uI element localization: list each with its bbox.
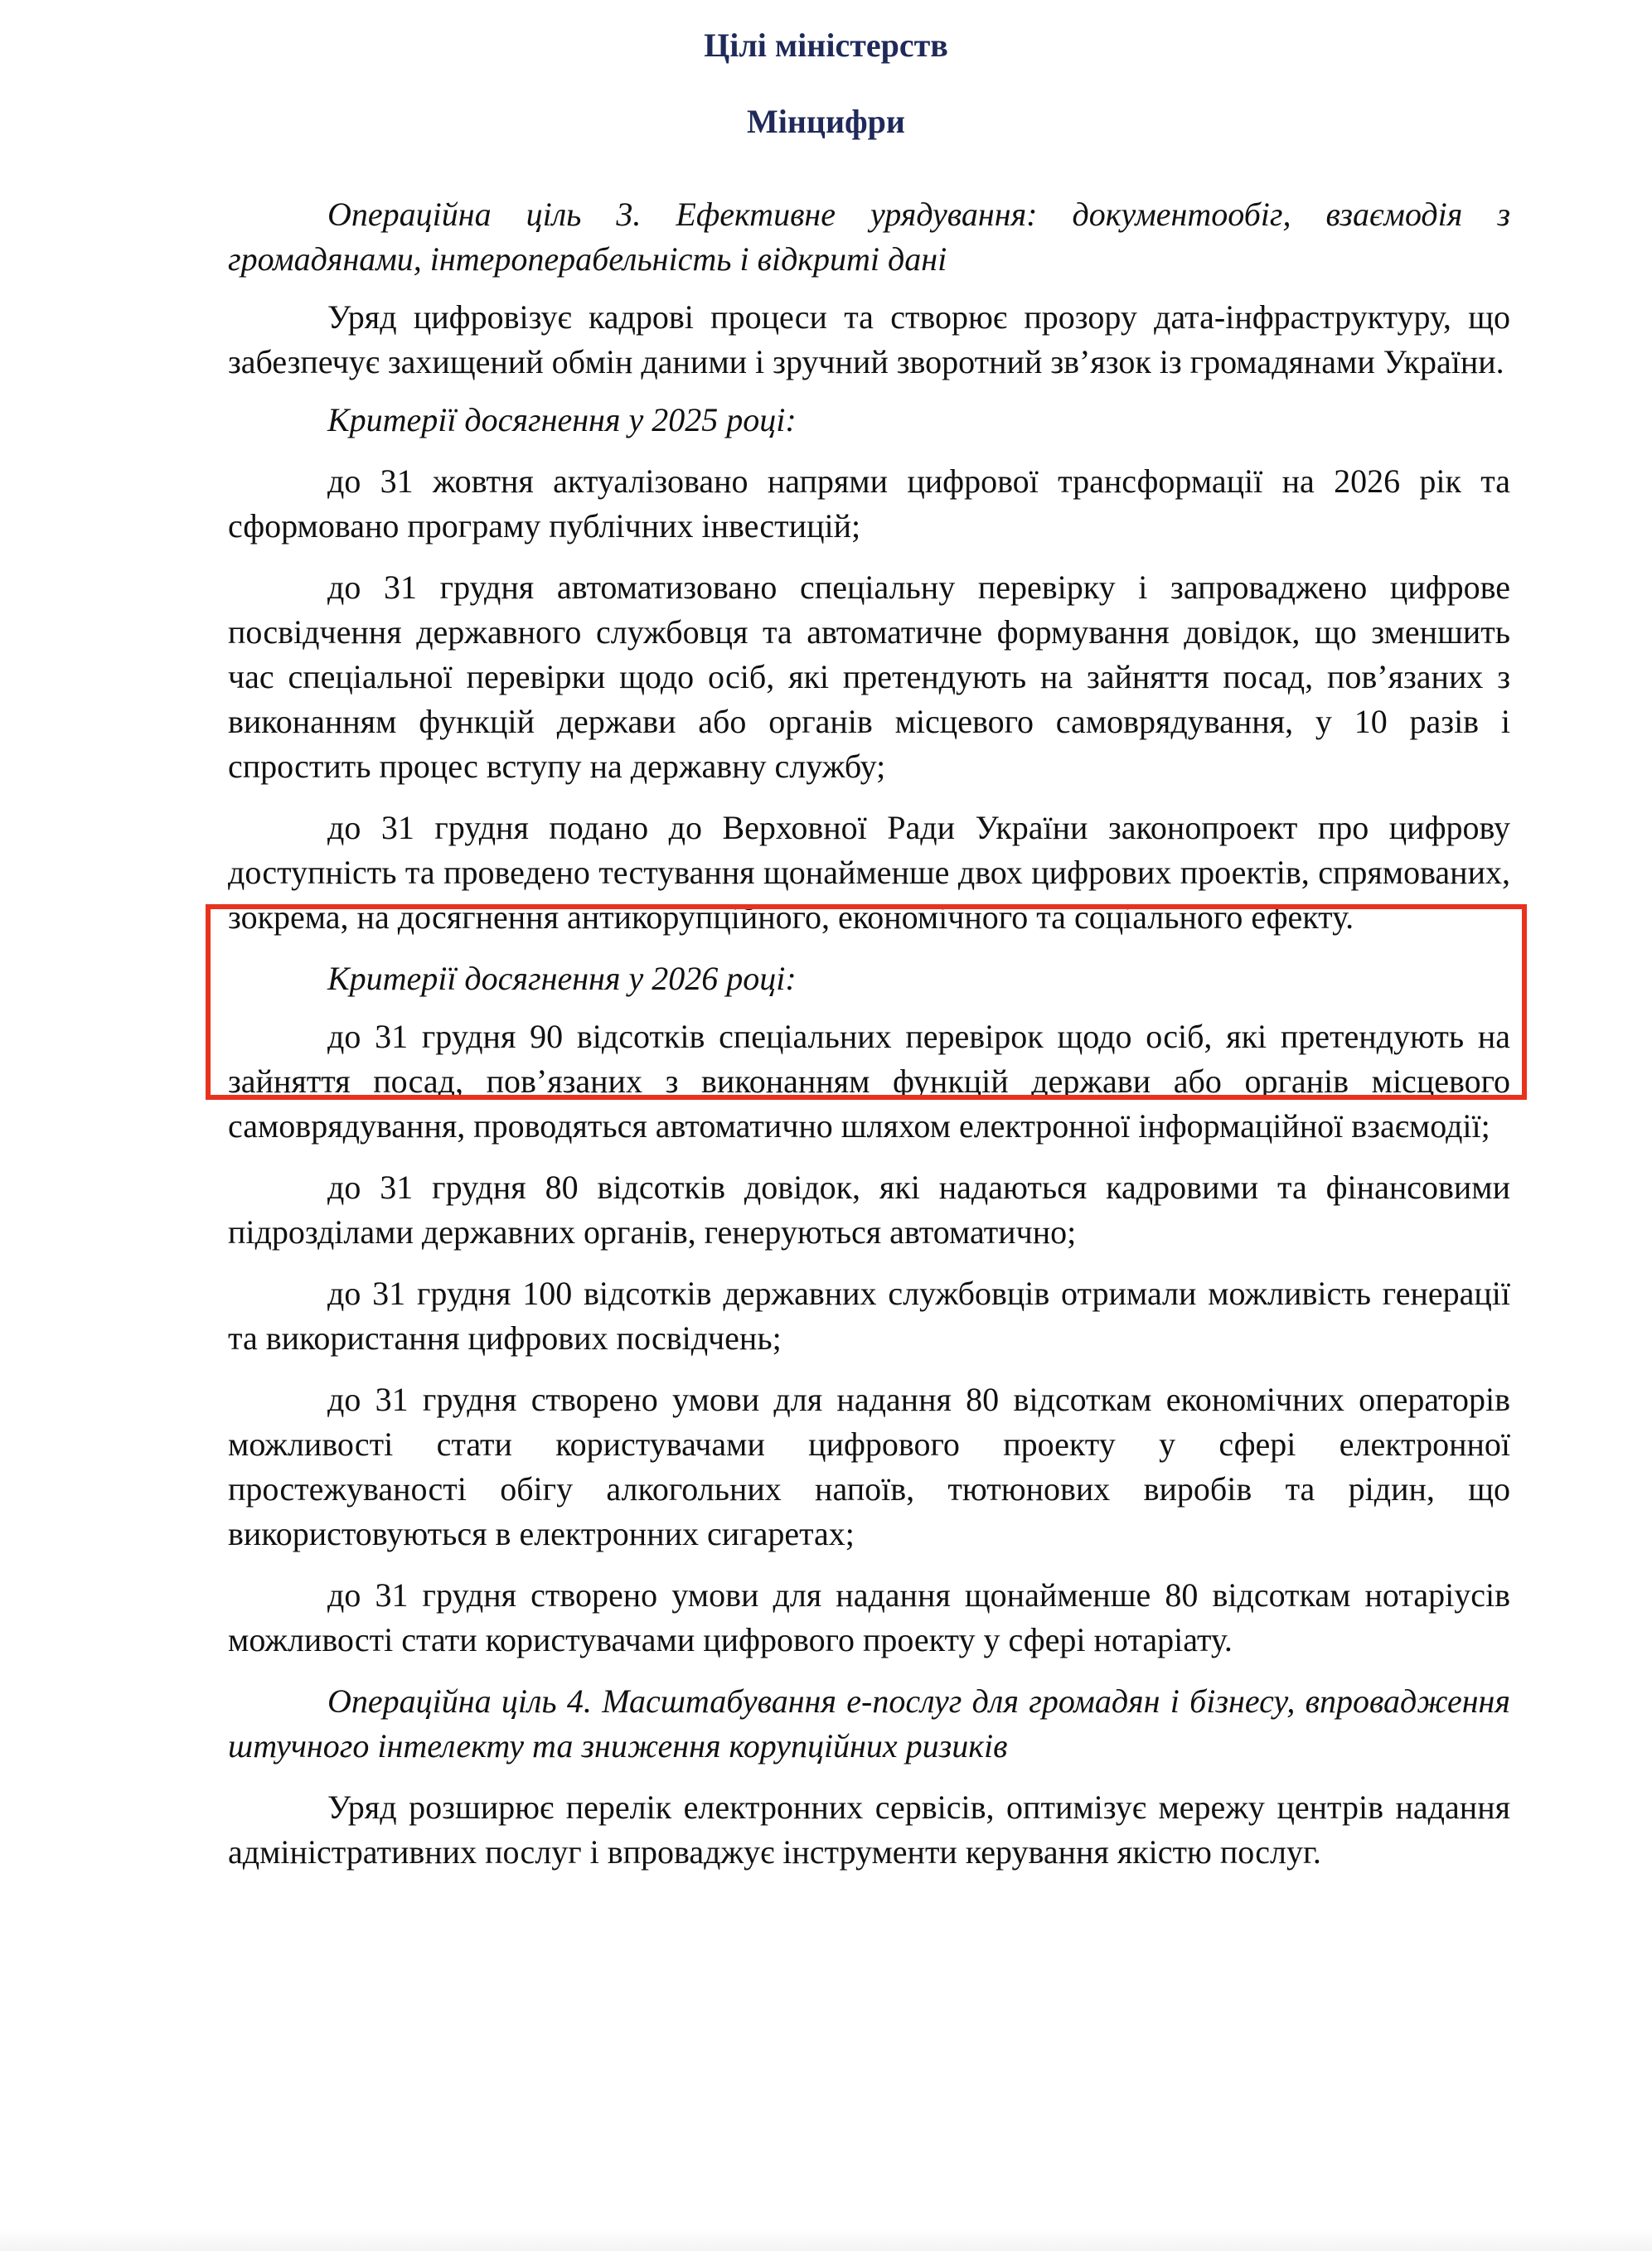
highlight-box bbox=[206, 904, 1527, 1100]
goal-3-heading: Операційна ціль 3. Ефективне урядування: документообіг, взаємодія з громадянами, інтероперабельність і відкриті дані bbox=[228, 196, 1510, 278]
page-title: Цілі міністерств bbox=[704, 27, 948, 64]
criterion-2026-item: до 31 грудня 90 відсотків спеціальних перевірок щодо осіб, які претендують на зайняття посад, пов’язаних з виконанням функцій держави або органів місцевого самоврядування, проводяться автоматично шляхом електронної інформаційної взаємодії; bbox=[228, 1018, 1510, 1145]
criterion-2026-item: до 31 грудня 80 відсотків довідок, які надаються кадровими та фінансовими підрозділами державних органів, генеруються автоматично; bbox=[228, 1169, 1510, 1251]
ministry-subtitle: Мінцифри bbox=[747, 103, 905, 140]
criteria-2026-heading: Критерії досягнення у 2026 році: bbox=[327, 960, 797, 997]
criterion-2025-highlighted-item: до 31 грудня подано до Верховної Ради України законопроект про цифрову доступність та проведено тестування щонайменше двох цифрових проектів, спрямованих, зокрема, на досягнення антикорупційного, економічного та соціального ефекту. bbox=[228, 809, 1510, 936]
criterion-2025-item: до 31 жовтня актуалізовано напрями цифрової трансформації на 2026 рік та сформовано програму публічних інвестицій; bbox=[228, 462, 1510, 545]
criteria-2025-heading: Критерії досягнення у 2025 році: bbox=[327, 401, 797, 438]
criterion-2026-item: до 31 грудня створено умови для надання 80 відсоткам економічних операторів можливості стати користувачами цифрового проекту у сфері електронної простежуваності обігу алкогольних напоїв, тютюнових виробів та рідин, що використовуються в електронних сигаретах; bbox=[228, 1381, 1510, 1552]
goal-4-intro: Уряд розширює перелік електронних сервісів, оптимізує мережу центрів надання адміністративних послуг і впроваджує інструменти керування якістю послуг. bbox=[228, 1789, 1510, 1871]
criterion-2026-item: до 31 грудня створено умови для надання щонайменше 80 відсоткам нотаріусів можливості стати користувачами цифрового проекту у сфері нотаріату. bbox=[228, 1576, 1510, 1658]
criterion-2025-item: до 31 грудня автоматизовано спеціальну перевірку і запроваджено цифрове посвідчення державного службовця та автоматичне формування довідок, що зменшить час спеціальної перевірки щодо осіб, які претендують на зайняття посад, пов’язаних з виконанням функцій держави або органів місцевого самоврядування, у 10 разів і спростить процес вступу на державну службу; bbox=[228, 569, 1510, 785]
criterion-2026-item: до 31 грудня 100 відсотків державних службовців отримали можливість генерації та використання цифрових посвідчень; bbox=[228, 1275, 1510, 1357]
goal-3-intro: Уряд цифровізує кадрові процеси та створює прозору дата-інфраструктуру, що забезпечує захищений обмін даними і зручний зворотний зв’язок із громадянами України. bbox=[228, 298, 1510, 380]
page-bottom-edge bbox=[0, 2229, 1652, 2251]
goal-4-heading: Операційна ціль 4. Масштабування е-послуг для громадян і бізнесу, впровадження штучного інтелекту та зниження корупційних ризиків bbox=[228, 1682, 1510, 1764]
